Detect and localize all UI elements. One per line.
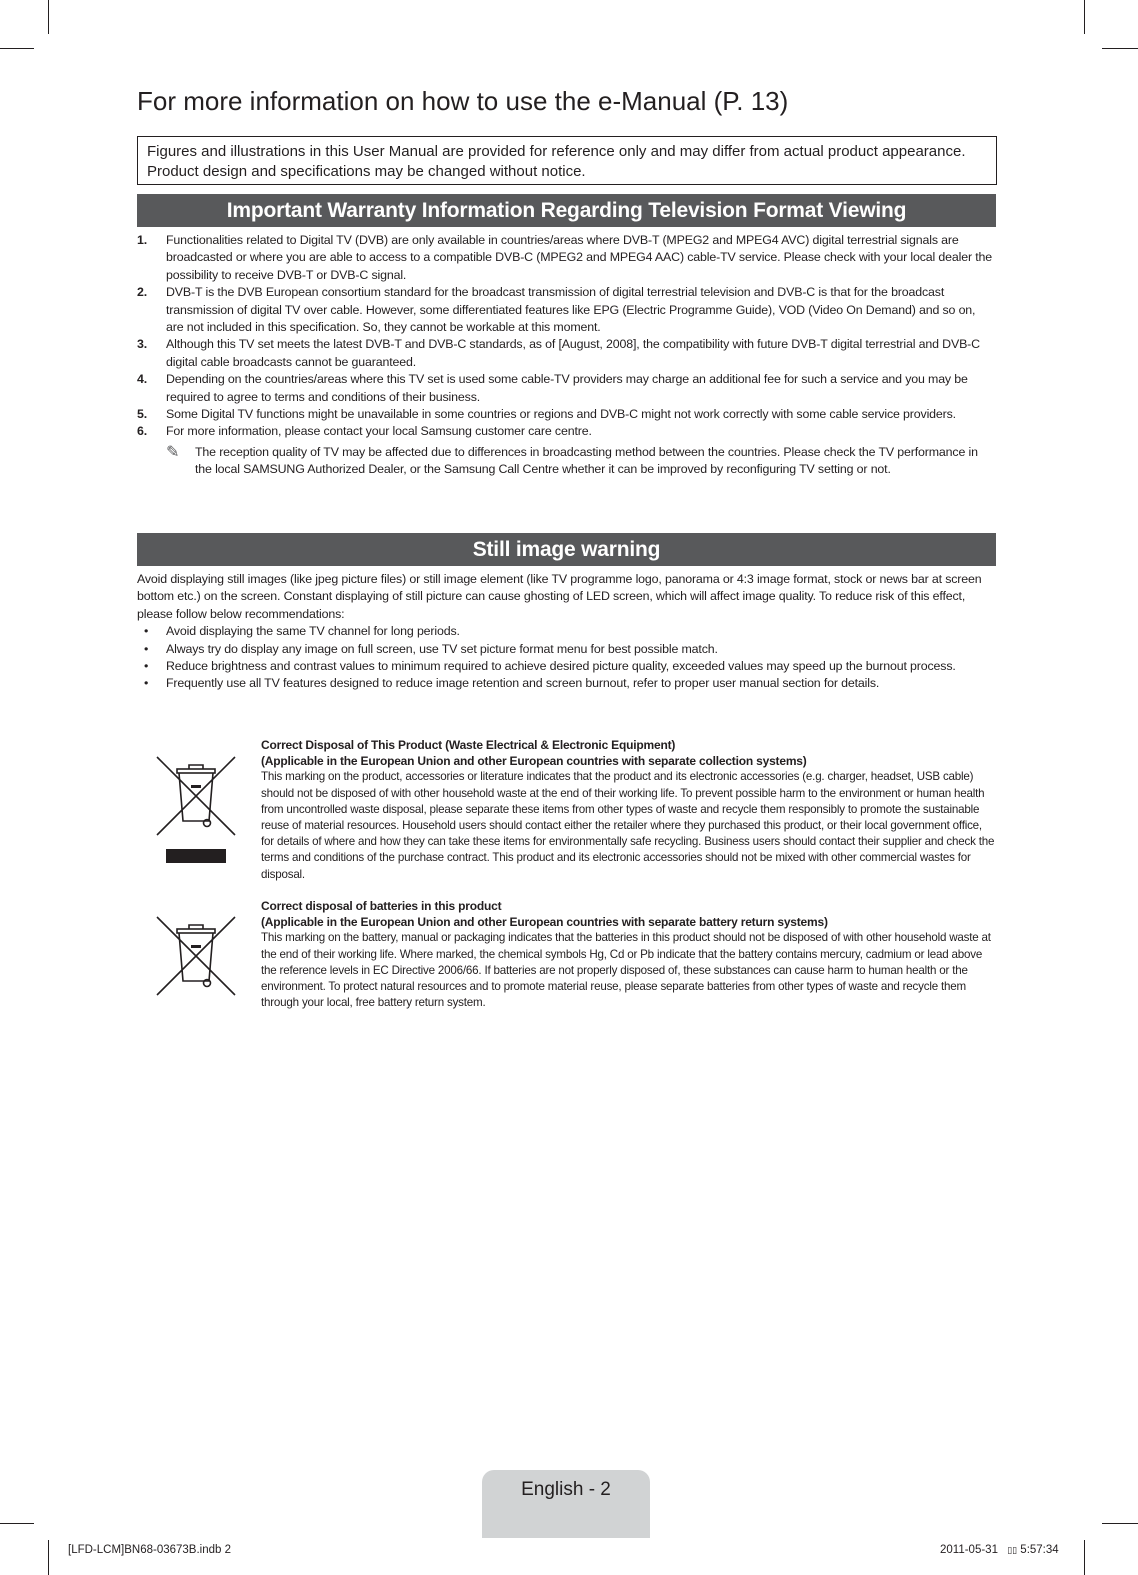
footer-timestamp — [940, 1544, 1059, 1556]
list-item: • Always try do display any image on full screen, use TV set picture format menu for best possible match. — [137, 641, 995, 658]
notice-box — [137, 136, 997, 185]
crop-mark-top-right-h — [1102, 48, 1138, 49]
battery-section — [261, 898, 996, 1011]
warranty-heading: Important Warranty Information Regarding Television Format Viewing — [137, 194, 996, 227]
list-item — [137, 371, 995, 406]
item-number: 5. — [137, 407, 148, 422]
list-item — [137, 232, 995, 284]
notice-line-2: Product design and specifications may be changed without notice. — [147, 163, 586, 180]
still-image-body — [137, 571, 995, 693]
pencil-note-icon: ✎ — [166, 443, 180, 461]
footer-time: 5:57:34 — [1020, 1544, 1059, 1556]
notice-line-1: Figures and illustrations in this User Manual are provided for reference only and may differ from actual product appearance. — [147, 143, 966, 160]
list-item — [137, 336, 995, 371]
battery-body: This marking on the battery, manual or packaging indicates that the batteries in this product should not be disposed of with other household waste at the end of their working life. Where marked, the chemical symbols Hg, Cd or Pb indicate that the battery contains mercury, cadmium or lead above the reference levels in EC Directive 2006/66. If batteries are not properly disposed of, these substances can cause harm to human health or the environment. To protect natural resources and to promote material reuse, please separate batteries from other types of waste and recycle them through your local, free battery return system. — [261, 931, 991, 1010]
note-text: The reception quality of TV may be affected due to differences in broadcasting method between the countries. Please check the TV performance in the local SAMSUNG Authorized Dealer, or the Samsung Call Centre whether it can be improved by reconfiguring TV setting or not. — [195, 444, 978, 477]
item-text: Functionalities related to Digital TV (DVB) are only available in countries/areas where DVB-T (MPEG2 and MPEG4 AVC) digital terrestrial signals are broadcasted or where you are able to access to a compatible DVB-C (MPEG2 and MPEG4 AAC) cable-TV service. Please check with your local dealer the possibility to receive DVB-T or DVB-C signal. — [166, 233, 993, 282]
battery-crossed-bin-icon — [155, 915, 237, 999]
warranty-list — [137, 232, 995, 479]
list-item: • Avoid displaying the same TV channel for long periods. — [137, 623, 995, 640]
list-item — [137, 406, 995, 423]
item-number: 3. — [137, 337, 148, 352]
still-image-heading: Still image warning — [137, 533, 996, 566]
list-item: • Frequently use all TV features designed to reduce image retention and screen burnout, refer to proper user manual section for details. — [137, 675, 995, 692]
weee-section — [261, 737, 996, 883]
recommendations-list — [137, 623, 995, 693]
footer-date: 2011-05-31 — [940, 1544, 998, 1556]
battery-subtitle: (Applicable in the European Union and other European countries with separate battery return systems) — [261, 915, 828, 930]
item-text: DVB-T is the DVB European consortium standard for the broadcast transmission of digital terrestrial television and DVB-C is that for the broadcast transmission of digital TV over cable. However, some differentiated features like EPG (Electric Programme Guide), VOD (Video On Demand) and so on, are not included in this specification. So, they cannot be workable at this moment. — [166, 285, 976, 335]
item-text: Some Digital TV functions might be unavailable in some countries or regions and DVB-C might not work correctly with some cable service providers. — [166, 407, 956, 422]
item-text: For more information, please contact your local Samsung customer care centre. — [166, 424, 592, 439]
reception-note — [137, 444, 995, 479]
weee-crossed-bin-icon — [155, 755, 237, 867]
page-title: For more information on how to use the e-Manual (P. 13) — [137, 86, 789, 116]
footer-file-name: [LFD-LCM]BN68-03673B.indb 2 — [68, 1544, 231, 1556]
item-text: Although this TV set meets the latest DVB-T and DVB-C standards, as of [August, 2008], the compatibility with future DVB-T digital terrestrial and DVB-C digital cable broadcasts cannot be guaranteed. — [166, 337, 980, 369]
footer-time-mark: ▯▯ — [1007, 1545, 1018, 1555]
crop-mark-top-left-h — [0, 48, 34, 49]
still-image-intro: Avoid displaying still images (like jpeg picture files) or still image element (like TV programme logo, panorama or 4:3 image format, stock or news bar at screen bottom etc.) on the screen. Constant displaying of still picture can cause ghosting of LED screen, which will affect image quality. To reduce risk of this effect, please follow below recommendations: — [137, 572, 982, 621]
list-item — [137, 423, 995, 440]
battery-title: Correct disposal of batteries in this product — [261, 899, 502, 913]
item-number: 6. — [137, 424, 148, 439]
page-number-tab: English - 2 — [482, 1470, 650, 1538]
crop-mark-top-right-v — [1084, 0, 1085, 34]
item-number: 2. — [137, 285, 148, 300]
list-item: • Reduce brightness and contrast values to minimum required to achieve desired picture quality, exceeded values may speed up the burnout process. — [137, 658, 995, 675]
list-item — [137, 284, 995, 336]
item-text: Depending on the countries/areas where this TV set is used some cable-TV providers may charge an additional fee for such a service and you may be required to agree to terms and conditions of their business. — [166, 372, 968, 404]
item-number: 1. — [137, 233, 148, 247]
item-number: 4. — [137, 372, 148, 387]
crop-mark-bottom-left-h — [0, 1523, 34, 1524]
weee-title: Correct Disposal of This Product (Waste Electrical & Electronic Equipment) — [261, 738, 676, 752]
crop-mark-bottom-right-v — [1084, 1540, 1085, 1575]
crop-mark-top-left-v — [48, 0, 49, 34]
crop-mark-bottom-right-h — [1102, 1523, 1138, 1524]
crop-mark-bottom-left-v — [48, 1540, 49, 1575]
weee-body: This marking on the product, accessories or literature indicates that the product and its electronic accessories (e.g. charger, headset, USB cable) should not be disposed of with other household waste at the end of their working life. To prevent possible harm to the environment or human health from uncontrolled waste disposal, please separate these items from other types of waste and recycle them responsibly to promote the sustainable reuse of material resources. Household users should contact either the retailer where they purchased this product, or their local government office, for details of where and how they can take these items for environmentally safe recycling. Business users should contact their supplier and check the terms and conditions of the purchase contract. This product and its electronic accessories should not be mixed with other commercial wastes for disposal. — [261, 770, 995, 881]
weee-subtitle: (Applicable in the European Union and other European countries with separate collection systems) — [261, 754, 807, 769]
